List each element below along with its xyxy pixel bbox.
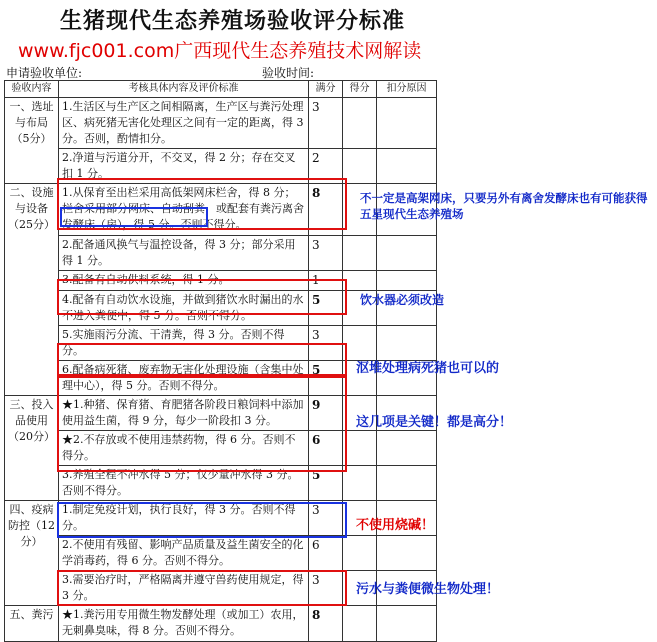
- criteria-cell: 2.净道与污道分开，不交叉，得 2 分；存在交叉扣 1 分。: [59, 149, 309, 184]
- column-header: 扣分原因: [377, 81, 437, 98]
- score-cell: 3: [309, 501, 343, 536]
- criteria-cell: 2.不使用有残留、影响产品质量及益生菌安全的化学消毒药，得 6 分。否则不得分。: [59, 536, 309, 571]
- annotation-key-items: 这几项是关键！都是高分！: [356, 415, 513, 430]
- points-cell: [343, 606, 377, 642]
- column-header: 满分: [309, 81, 343, 98]
- score-cell: 6: [309, 536, 343, 571]
- highlight-box: [57, 343, 347, 376]
- highlight-box: [57, 570, 347, 606]
- criteria-cell: 1.生活区与生产区之间相隔离，生产区与粪污处理区、病死猪无害化处理区之间有一定的距离，得 3 分。否则，酌情扣分。: [59, 98, 309, 149]
- table-row: [5, 536, 437, 571]
- criteria-cell: 5.实施雨污分流、干清粪，得 3 分。否则不得分。: [59, 326, 309, 361]
- time-label: 验收时间:: [262, 66, 315, 80]
- criteria-cell: ★1.粪污用专用微生物发酵处理（或加工）农用，无刺鼻臭味，得 8 分。否则不得分。: [59, 606, 309, 642]
- applicant-label: 申请验收单位:: [6, 66, 83, 80]
- score-cell: 5: [309, 361, 343, 396]
- reason-cell: [377, 536, 437, 571]
- reason-cell: [377, 149, 437, 184]
- reason-cell: [377, 271, 437, 291]
- score-cell: 9: [309, 396, 343, 431]
- criteria-cell: 1.从保育至出栏采用高低架网床栏舍，得 8 分；栏舍采用部分网床、自动刮粪，或配套有粪污离舍发酵床（房），得 5 分。否则不得分。: [59, 184, 309, 236]
- points-cell: [343, 98, 377, 149]
- annotation-drinker: 饮水器必须改造: [360, 293, 445, 307]
- criteria-cell: 3.需要治疗时，严格隔离并遵守兽药使用规定，得 3 分。: [59, 571, 309, 606]
- reason-cell: [377, 431, 437, 466]
- highlight-box: [60, 207, 208, 227]
- column-header: 考核具体内容及评价标准: [59, 81, 309, 98]
- highlight-box: [57, 376, 347, 472]
- table-header-row: [5, 81, 437, 98]
- annotation-sewage: 污水与粪便微生物处理！: [356, 582, 500, 597]
- annotation-no-caustic-soda: 不使用烧碱！: [356, 518, 435, 533]
- points-cell: [343, 326, 377, 361]
- category-cell: 四、疫病防控（12分）: [5, 501, 59, 606]
- website-banner: www.fjc001.com广西现代生态养殖技术网解读: [18, 40, 422, 62]
- category-cell: 五、粪污: [5, 606, 59, 642]
- criteria-cell: ★1.种猪、保育猪、育肥猪各阶段日粮饲料中添加使用益生菌，得 9 分，每少一阶段扣 3 分。: [59, 396, 309, 431]
- points-cell: [343, 466, 377, 501]
- score-cell: 8: [309, 606, 343, 642]
- score-cell: 5: [309, 291, 343, 326]
- category-cell: 一、选址与布局（5分）: [5, 98, 59, 184]
- criteria-cell: 6.配备病死猪、废弃物无害化处理设施（含集中处理中心），得 5 分。否则不得分。: [59, 361, 309, 396]
- column-header: 验收内容: [5, 81, 59, 98]
- reason-cell: [377, 326, 437, 361]
- page-title: 生猪现代生态养殖场验收评分标准: [60, 8, 406, 34]
- reason-cell: [377, 98, 437, 149]
- category-cell: 三、投入品使用（20分）: [5, 396, 59, 501]
- criteria-cell: 4.配备有自动饮水设施，并做到猪饮水时漏出的水不进入粪便中，得 5 分。否则不得分。: [59, 291, 309, 326]
- annotation-composting: 沤堆处理病死猪也可以的: [356, 361, 500, 376]
- highlight-box: [57, 502, 347, 538]
- reason-cell: [377, 466, 437, 501]
- points-cell: [343, 149, 377, 184]
- score-cell: 3: [309, 571, 343, 606]
- score-cell: 2: [309, 149, 343, 184]
- points-cell: [343, 536, 377, 571]
- highlight-box: [57, 279, 347, 315]
- reason-cell: [377, 236, 437, 271]
- score-cell: 6: [309, 431, 343, 466]
- score-cell: 3: [309, 98, 343, 149]
- column-header: 得分: [343, 81, 377, 98]
- points-cell: [343, 271, 377, 291]
- points-cell: [343, 431, 377, 466]
- score-cell: 8: [309, 184, 343, 236]
- category-cell: 二、设施与设备（25分）: [5, 184, 59, 396]
- score-cell: 5: [309, 466, 343, 501]
- table-row: [5, 236, 437, 271]
- criteria-cell: 2.配备通风换气与温控设备，得 3 分；部分采用得 1 分。: [59, 236, 309, 271]
- criteria-cell: 3.养殖全程不冲水得 5 分；仅少量冲水得 3 分。否则不得分。: [59, 466, 309, 501]
- table-row: [5, 606, 437, 642]
- criteria-cell: 3.配备有自动供料系统，得 1 分。: [59, 271, 309, 291]
- score-cell: 3: [309, 236, 343, 271]
- criteria-cell: ★2.不存放或不使用违禁药物，得 6 分。否则不得分。: [59, 431, 309, 466]
- score-cell: 1: [309, 271, 343, 291]
- score-cell: 3: [309, 326, 343, 361]
- annotation-fermentation-bed: 不一定是高架网床，只要另外有离舍发酵床也有可能获得五星现代生态养殖场: [360, 191, 648, 221]
- reason-cell: [377, 606, 437, 642]
- criteria-cell: 1.制定免疫计划，执行良好，得 3 分。否则不得分。: [59, 501, 309, 536]
- points-cell: [343, 236, 377, 271]
- table-row: [5, 98, 437, 149]
